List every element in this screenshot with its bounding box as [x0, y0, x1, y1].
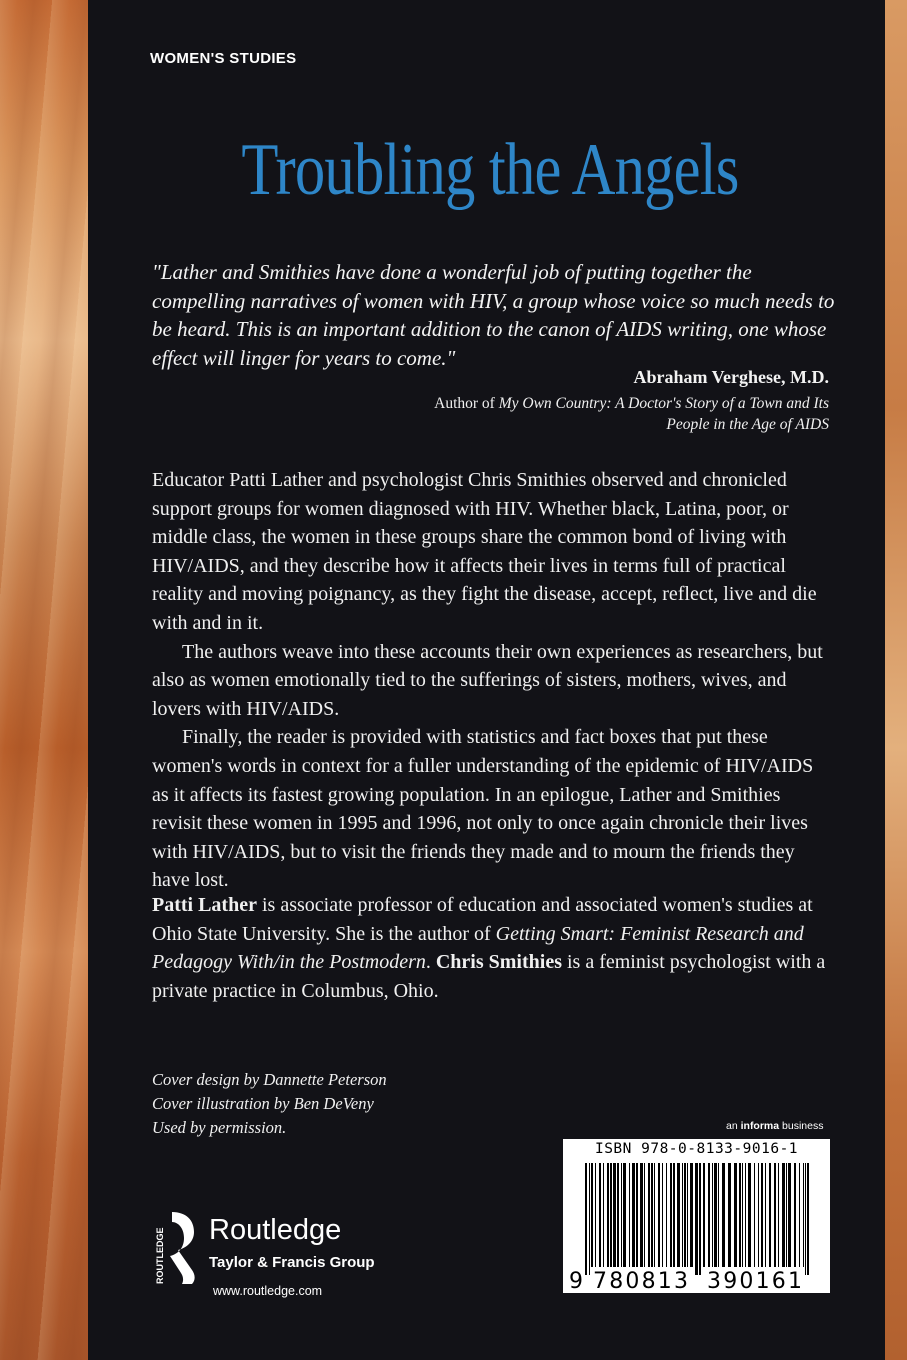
- credit-line: Cover design by Dannette Peterson: [152, 1070, 387, 1089]
- isbn-label: ISBN 978-0-8133-9016-1: [594, 1141, 799, 1157]
- credit-prefix: Author of: [434, 395, 495, 412]
- cover-credits: [152, 1068, 482, 1140]
- author-name: Chris Smithies: [435, 951, 562, 974]
- isbn-digits-right: 390161: [707, 1269, 805, 1294]
- informa-prefix: an: [726, 1120, 741, 1132]
- author-bio: [152, 891, 832, 1005]
- bio-text: is a feminist psychologist with a private practice in Columbus, Ohio.: [152, 951, 826, 1002]
- credit-work: My Own Country: A Doctor's Story of a Town and Its People in the Age of AIDS: [498, 395, 829, 433]
- description-paragraph: Educator Patti Lather and psychologist Chris Smithies observed and chronicled support groups for women diagnosed with HIV. Whether black, Latina, poor, or middle class, the women in these groups share the common bond of living with HIV/AIDS, and they describe how it affects their lives in terms full of practical reality and moving poignancy, as they fight the disease, accept, reflect, live and die with and in it.: [152, 469, 817, 634]
- endorsement-quote: "Lather and Smithies have done a wonderful job of putting together the compelling narratives of women with HIV, a group whose voice so much needs to be heard. This is an important addition to the canon of AIDS writing, one whose effect will linger for years to come.": [152, 260, 835, 370]
- book-title: Troubling the Angels: [241, 129, 739, 211]
- informa-brand: informa: [740, 1120, 780, 1132]
- isbn-barcode: [563, 1139, 830, 1293]
- right-border-art: [885, 0, 907, 1360]
- series-label: WOMEN'S STUDIES: [150, 50, 297, 67]
- description: [152, 466, 832, 895]
- author-book-title: Getting Smart: Feminist Research and Pedagogy With/in the Postmodern: [152, 922, 804, 974]
- description-paragraph: The authors weave into these accounts their own experiences as researchers, but also as women emotionally tied to the sufferings of sisters, mothers, wives, and lovers with HIV/AIDS.: [152, 640, 823, 720]
- informa-suffix: business: [779, 1120, 824, 1132]
- endorsement-credit: [409, 393, 829, 435]
- informa-tagline: [726, 1120, 823, 1132]
- routledge-logo-text: ROUTLEDGE: [155, 1227, 165, 1284]
- endorsement-author: Abraham Verghese, M.D.: [633, 367, 829, 387]
- publisher-name: Routledge: [209, 1214, 342, 1246]
- isbn-digits-left: 780813: [593, 1269, 691, 1294]
- bio-text: .: [425, 951, 436, 974]
- isbn-digit-lead: 9: [569, 1269, 583, 1294]
- publisher-website[interactable]: www.routledge.com: [213, 1284, 323, 1298]
- author-name: Patti Lather: [152, 894, 257, 916]
- routledge-logo-icon: [152, 1210, 198, 1286]
- publisher-group: Taylor & Francis Group: [209, 1254, 375, 1271]
- bio-text: is associate professor of education and associated women's studies at Ohio State University. She is the author of: [152, 894, 813, 945]
- left-border-art: [0, 0, 88, 1360]
- credit-line: Cover illustration by Ben DeVeny: [152, 1094, 374, 1113]
- description-paragraph: Finally, the reader is provided with statistics and fact boxes that put these women's words in context for a fuller understanding of the epidemic of HIV/AIDS as it affects its fastest growing population. In an epilogue, Lather and Smithies revisit these women in 1995 and 1996, not only to once again chronicle their lives with HIV/AIDS, but to visit the friends they made and to mourn the friends they have lost.: [152, 726, 814, 892]
- credit-line: Used by permission.: [152, 1118, 287, 1137]
